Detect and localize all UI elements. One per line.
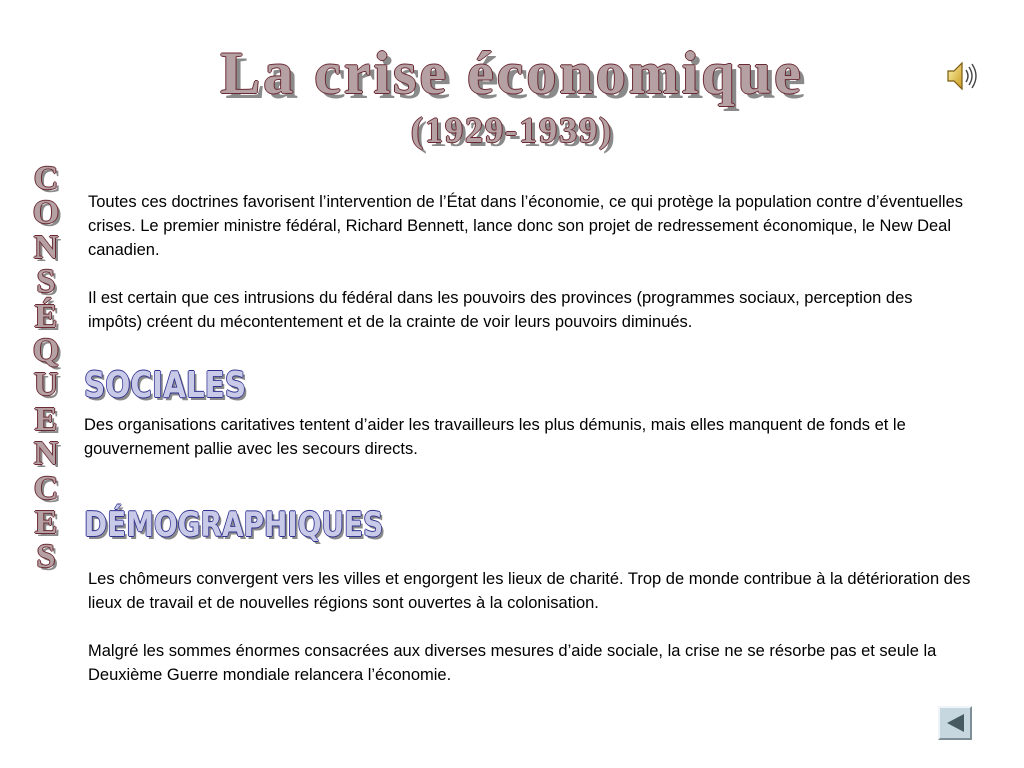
vertical-letter: E <box>34 504 58 542</box>
vertical-letter: É <box>34 297 58 335</box>
back-arrow-icon <box>947 714 964 732</box>
demographiques-paragraph-2 <box>88 639 988 687</box>
vertical-letter: O <box>32 194 60 232</box>
vertical-letter: U <box>33 366 59 404</box>
vertical-letter: S <box>36 538 56 576</box>
demographiques-paragraph-2-text: Malgré les sommes énormes consacrées aux diverses mesures d’aide sociale, la crise ne se résorbe pas et seule la Deuxième Guerre mondiale relancera l’économie. <box>88 642 937 684</box>
heading-demographiques: DÉMOGRAPHIQUES <box>84 505 384 545</box>
intro-paragraph-1 <box>88 190 968 262</box>
vertical-letter: C <box>33 469 59 507</box>
vertical-letter: Q <box>32 332 60 370</box>
sociales-paragraph <box>84 413 984 461</box>
intro-paragraph-2-text: Il est certain que ces intrusions du fédéral dans les pouvoirs des provinces (programmes sociaux, perception des impôts) créent du mécontentement et de la crainte de voir leurs pouvoirs diminués. <box>88 289 913 331</box>
slide-title: La crise économique <box>220 40 804 106</box>
slide-subtitle: (1929-1939) <box>411 110 613 150</box>
vertical-letter: E <box>34 400 58 438</box>
demographiques-paragraph-1 <box>88 567 988 615</box>
intro-paragraph-1-text: Toutes ces doctrines favorisent l’intervention de l’État dans l’économie, ce qui protège la population contre d’éventuelles crises. Le premier ministre fédéral, Richard Bennett, lance donc son projet de redressement économique, le New Deal canadien. <box>88 193 964 259</box>
vertical-letter: S <box>36 263 56 301</box>
speaker-icon[interactable] <box>944 58 980 94</box>
sociales-paragraph-text: Des organisations caritatives tentent d’aider les travailleurs les plus démunis, mais elles manquent de fonds et le gouvernement pallie avec les secours directs. <box>84 416 906 458</box>
vertical-letter: N <box>33 435 59 473</box>
back-button[interactable] <box>938 706 972 740</box>
intro-paragraph-2 <box>88 286 968 334</box>
vertical-word-consequences <box>24 162 68 575</box>
demographiques-paragraph-1-text: Les chômeurs convergent vers les villes et engorgent les lieux de charité. Trop de monde contribue à la détérioration des lieux de travail et de nouvelles régions sont ouvertes à la colonisation. <box>88 570 971 612</box>
vertical-letter: N <box>33 228 59 266</box>
heading-sociales: SOCIALES <box>84 365 247 406</box>
vertical-letter: C <box>33 160 59 197</box>
